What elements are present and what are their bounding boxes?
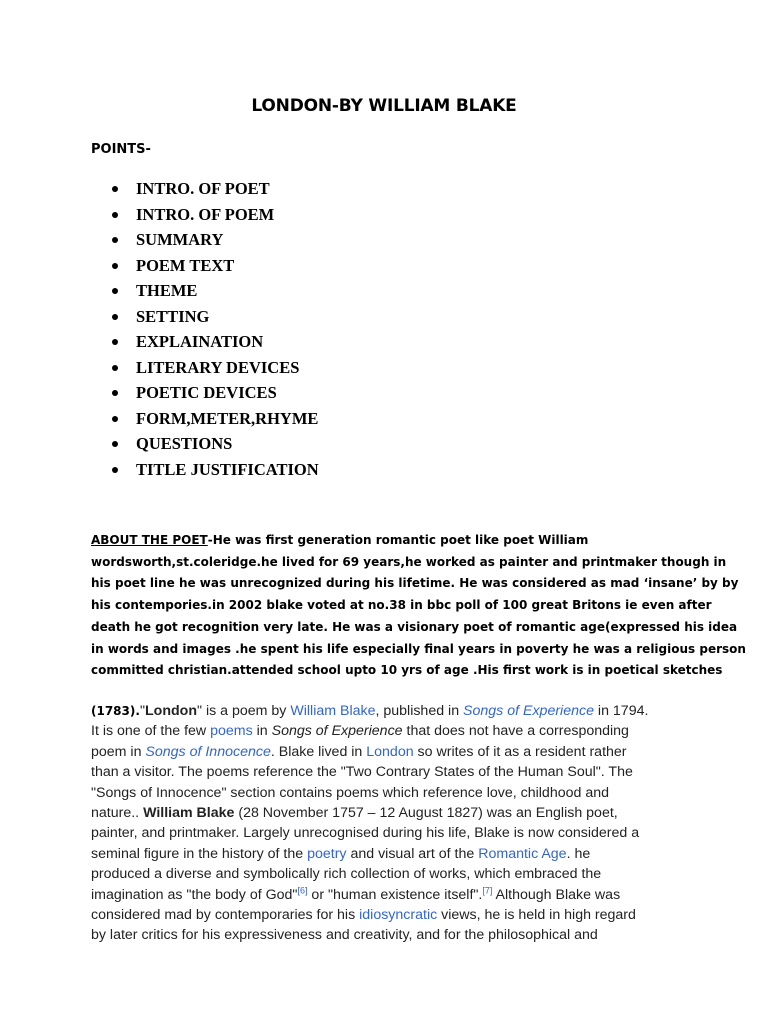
document-title: LONDON-BY WILLIAM BLAKE — [251, 96, 517, 116]
about-poet-heading: ABOUT THE POET — [91, 533, 208, 547]
list-item: QUESTIONS — [104, 431, 319, 457]
list-item: EXPLAINATION — [104, 329, 319, 355]
bullet-icon — [112, 263, 118, 269]
link-william-blake[interactable]: William Blake — [290, 703, 376, 719]
list-item: INTRO. OF POEM — [104, 202, 319, 228]
link-romantic-age[interactable]: Romantic Age — [478, 845, 567, 862]
bullet-icon — [112, 339, 118, 345]
link-idiosyncratic[interactable]: idiosyncratic — [359, 907, 438, 924]
bullet-icon — [112, 467, 118, 473]
link-poetry[interactable]: poetry — [307, 845, 347, 862]
citation-7[interactable]: [7] — [482, 884, 493, 895]
bullet-icon — [112, 416, 118, 422]
bullet-icon — [112, 186, 118, 192]
bullet-icon — [112, 390, 118, 396]
list-item: TITLE JUSTIFICATION — [104, 457, 319, 483]
citation-6[interactable]: [6] — [297, 884, 308, 895]
list-item: THEME — [104, 278, 319, 304]
points-list — [104, 176, 319, 482]
list-item: POETIC DEVICES — [104, 380, 319, 406]
link-songs-of-experience[interactable]: Songs of Experience — [463, 703, 594, 719]
bullet-icon — [112, 314, 118, 320]
about-poet-paragraph: ABOUT THE POET-He was first generation romantic poet like poet William wordsworth,st.coleridge.he lived for 69 years,he worked as painter and printmaker though in his poet line he was unrecognized during his lifetime. He was considered as mad ‘insane’ by by his contempories.in 2002 blake voted at no.38 in bbc poll of 100 great Britons ie even after death he got recognition very late. He was a visionary poet of romantic age(expressed his idea in words and images .he spent his life especially final years in poverty he was a religious person committed christian.attended school upto 10 yrs of age .His first work is in poetical sketches — [91, 533, 746, 678]
link-london[interactable]: London — [366, 743, 414, 760]
points-heading: POINTS- — [91, 142, 151, 157]
link-poems[interactable]: poems — [210, 723, 253, 740]
link-songs-of-innocence[interactable]: Songs of Innocence — [145, 743, 271, 760]
list-item: LITERARY DEVICES — [104, 355, 319, 381]
list-item: FORM,METER,RHYME — [104, 406, 319, 432]
list-item: SETTING — [104, 304, 319, 330]
bullet-icon — [112, 441, 118, 447]
bullet-icon — [112, 365, 118, 371]
list-item: INTRO. OF POET — [104, 176, 319, 202]
list-item: SUMMARY — [104, 227, 319, 253]
wiki-paragraph: (1783)."London" is a poem by William Blake, published in Songs of Experience in 1794. It is one of the few poems in Songs of Experience that does not have a corresponding poem in Songs of Innocence. Blake lived in London so writes of it as a resident rather than a visitor. The poems reference the "Two Contrary States of the Human Soul". The "Songs of Innocence" section contains poems which reference love, childhood and nature.. William Blake (28 November 1757 – 12 August 1827) was an English poet, painter, and printmaker. Largely unrecognised during his life, Blake is now considered a seminal figure in the history of the poetry and visual art of the Romantic Age. he produced a diverse and symbolically rich collection of works, which embraced the imagination as "the body of God"[6] or "human existence itself".[7] Although Blake was considered mad by contemporaries for his idiosyncratic views, he is held in high regard by later critics for his expressiveness and creativity, and for the philosophical and — [91, 703, 649, 944]
bullet-icon — [112, 237, 118, 243]
list-item: POEM TEXT — [104, 253, 319, 279]
bullet-icon — [112, 288, 118, 294]
bullet-icon — [112, 212, 118, 218]
